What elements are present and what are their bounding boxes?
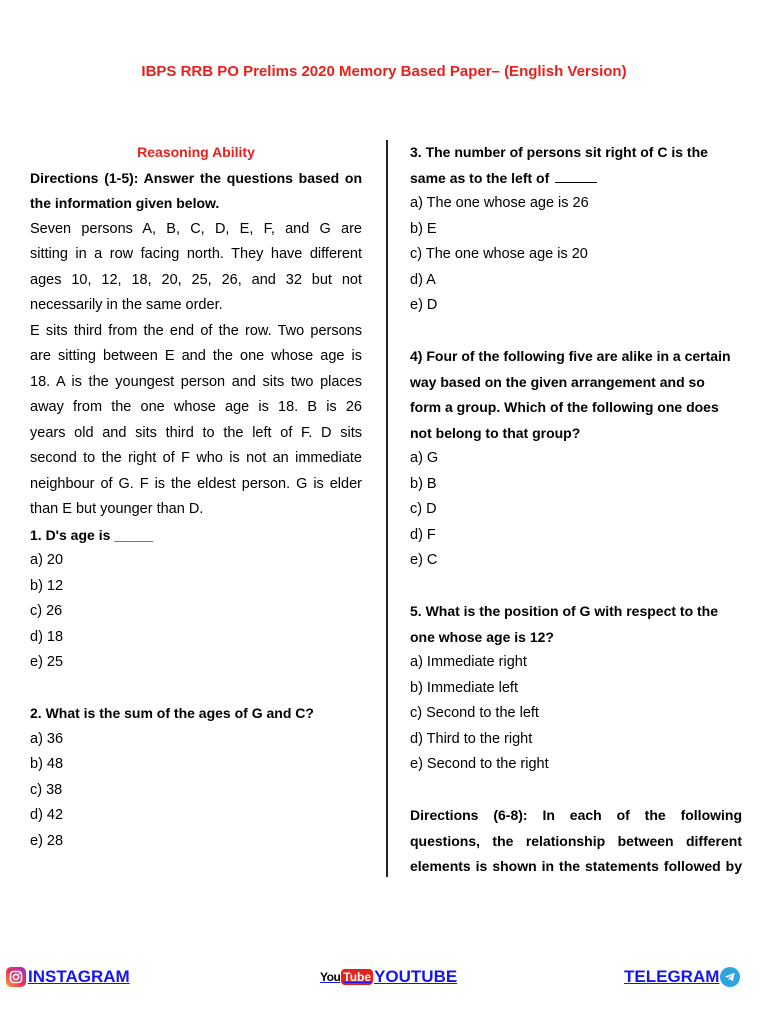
passage-line: ages 10, 12, 18, 20, 25, 26, and 32 but not <box>30 271 362 288</box>
column-divider <box>386 140 388 877</box>
passage-line: away from the one whose age is 18. B is 26 <box>30 399 362 415</box>
question-5-line: 5. What is the position of G with respect to the <box>410 603 719 619</box>
telegram-label: TELEGRAM <box>624 967 720 986</box>
q4-option-e: e) C <box>410 552 438 568</box>
q4-option-a: a) G <box>410 450 439 466</box>
q3-option-e: e) D <box>410 297 438 313</box>
section-heading: Reasoning Ability <box>137 144 255 160</box>
passage-line: second to the right of F who is not an immediate <box>30 450 362 466</box>
q4-option-d: d) F <box>410 526 436 543</box>
q3-option-d: d) A <box>410 271 436 288</box>
question-4-line: 4) Four of the following five are alike in a certain <box>410 348 731 364</box>
q2-option-a: a) 36 <box>30 730 64 747</box>
q5-option-c: c) Second to the left <box>410 705 539 721</box>
q2-option-b: b) 48 <box>30 756 64 772</box>
directions-line: the information given below. <box>30 195 220 211</box>
instagram-label: INSTAGRAM <box>28 967 130 986</box>
passage-line: neighbour of G. F is the eldest person. G is elder <box>30 475 362 492</box>
passage-line: Seven persons A, B, C, D, E, F, and G are <box>30 220 362 237</box>
right-column <box>410 140 742 880</box>
page-title: IBPS RRB PO Prelims 2020 Memory Based Paper– (English Version) <box>141 63 627 80</box>
q5-option-d: d) Third to the right <box>410 730 533 747</box>
q5-option-b: b) Immediate left <box>410 679 518 696</box>
q5-option-e: e) Second to the right <box>410 756 549 772</box>
directions-6-8-line: Directions (6-8): In each of the following <box>410 807 742 823</box>
passage-line: sitting in a row facing north. They have different <box>30 246 362 262</box>
instagram-icon <box>6 967 26 987</box>
q2-option-c: c) 38 <box>30 781 63 798</box>
q3-option-b: b) E <box>410 220 437 237</box>
q2-option-d: d) 42 <box>30 807 64 823</box>
q1-option-b: b) 12 <box>30 577 64 594</box>
instagram-link[interactable] <box>6 962 130 992</box>
q1-option-d: d) 18 <box>30 628 64 645</box>
q1-option-c: c) 26 <box>30 603 63 619</box>
question-4-line: not belong to that group? <box>410 424 581 441</box>
q5-option-a: a) Immediate right <box>410 654 527 670</box>
directions-6-8-line: elements is shown in the statements followed by <box>410 858 742 874</box>
q1-option-e: e) 25 <box>30 654 64 670</box>
passage-line: are sitting between E and the one whose age is <box>30 348 362 364</box>
youtube-label: YOUTUBE <box>374 967 458 986</box>
question-3-line: same as to the left of <box>410 166 742 192</box>
q1-option-a: a) 20 <box>30 552 64 568</box>
youtube-icon: You Tube <box>320 970 372 984</box>
question-5-line: one whose age is 12? <box>410 628 554 645</box>
answer-blank <box>555 171 597 183</box>
passage-line: 18. A is the youngest person and sits two places <box>30 373 362 390</box>
question-1: 1. D's age is _____ <box>30 526 154 543</box>
question-3-line: 3. The number of persons sit right of C is the <box>410 144 708 160</box>
q4-option-b: b) B <box>410 475 437 492</box>
passage-line: necessarily in the same order. <box>30 297 223 313</box>
telegram-icon <box>720 967 740 987</box>
q3-option-a: a) The one whose age is 26 <box>410 195 589 211</box>
youtube-link[interactable] <box>320 962 457 992</box>
question-4-line: form a group. Which of the following one does <box>410 399 719 415</box>
q3-option-c: c) The one whose age is 20 <box>410 246 588 262</box>
q4-option-c: c) D <box>410 501 437 517</box>
passage-line: than E but younger than D. <box>30 501 204 517</box>
q2-option-e: e) 28 <box>30 832 64 849</box>
passage-line: E sits third from the end of the row. Two persons <box>30 322 362 339</box>
directions-line: Directions (1-5): Answer the questions based on <box>30 169 362 186</box>
question-2: 2. What is the sum of the ages of G and C? <box>30 705 314 721</box>
passage-line: years old and sits third to the left of F. D sits <box>30 424 362 441</box>
telegram-link[interactable] <box>624 962 740 992</box>
question-4-line: way based on the given arrangement and so <box>410 373 705 390</box>
directions-6-8-line: questions, the relationship between different <box>410 832 742 849</box>
left-column <box>30 140 362 854</box>
